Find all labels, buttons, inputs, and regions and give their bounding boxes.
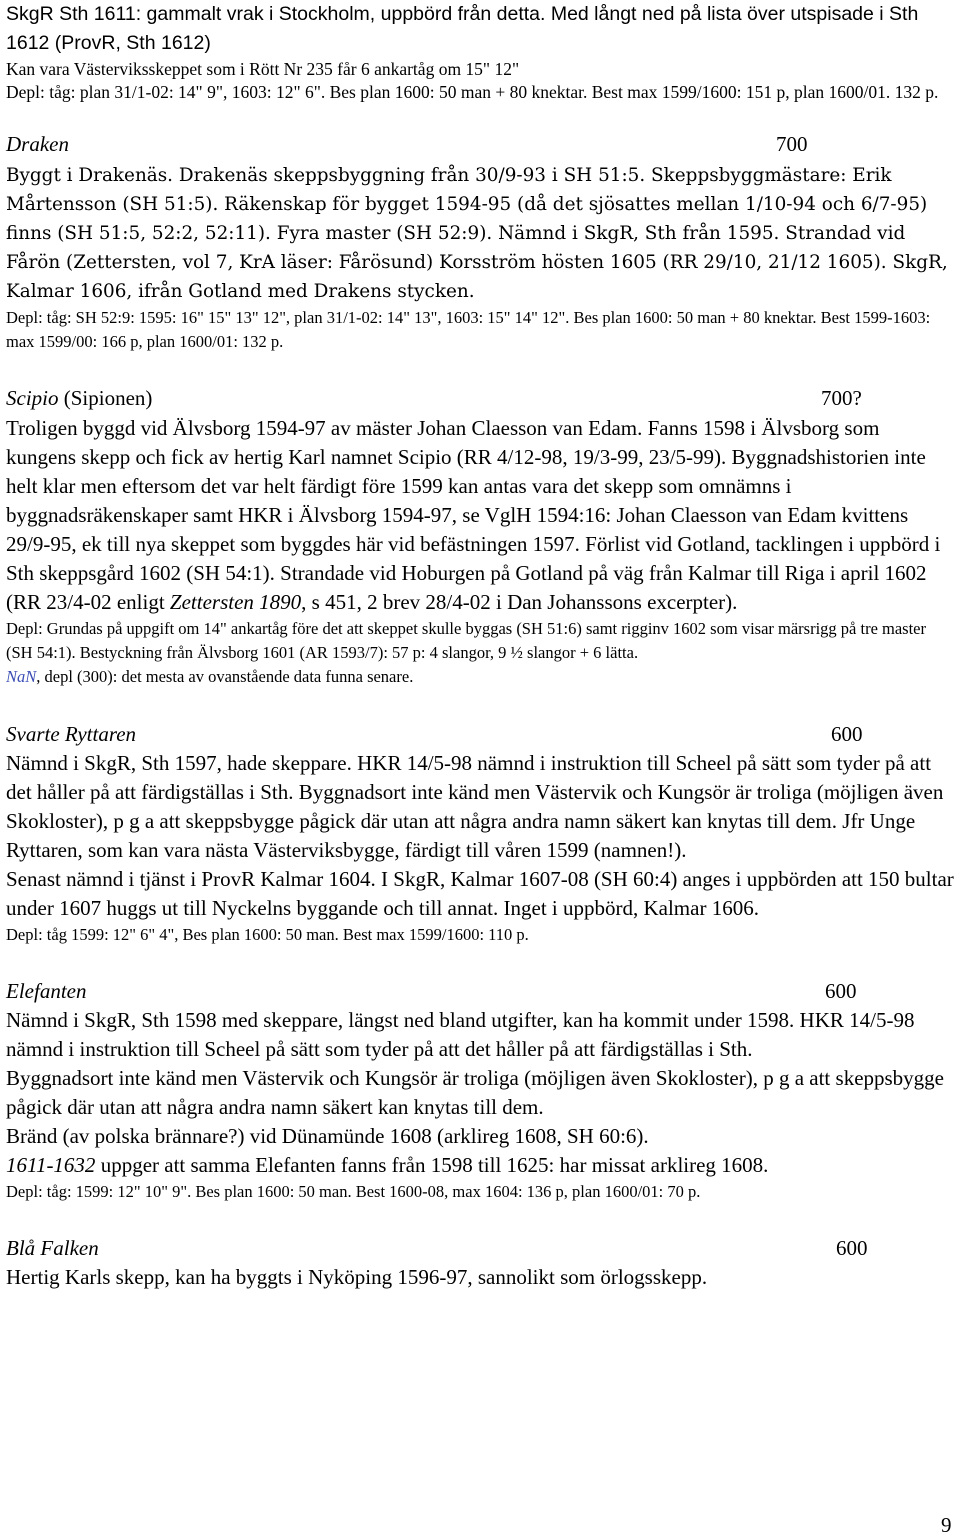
ship-number: 700	[821, 386, 853, 410]
elefanten-body-1: Nämnd i SkgR, Sth 1598 med skeppare, längst ned bland utgifter, kan ha kommit under 1598. HKR 14/5-98 nämnd i instruktion till Scheel på sätt som tyder på att det håller på att färdigställas i Sth.	[6, 1008, 915, 1061]
ship-number: 600	[836, 1236, 868, 1260]
scipio-body	[6, 414, 954, 617]
nan-text: , depl (300): det mesta av ovanstående data funna senare.	[36, 667, 414, 686]
ship-number: 600	[825, 979, 857, 1003]
elefanten-body-2: Byggnadsort inte känd men Västervik och Kungsör är troliga (möjligen även Skokloster), p g a att skeppsbygge pågick där utan att några andra namn säkert kan knytas till dem.	[6, 1066, 945, 1119]
entry-heading-draken	[6, 130, 954, 161]
elefanten-body-4-rest: uppger att samma Elefanten fanns från 1598 till 1625: har missat arklireg 1608.	[95, 1153, 769, 1177]
intro-depl: Depl: tåg: plan 31/1-02: 14" 9", 1603: 12" 6". Bes plan 1600: 50 man + 80 knektar. Best max 1599/1600: 151 p, plan 1600/01. 132 p.	[6, 82, 939, 102]
elefanten-depl: Depl: tåg: 1599: 12" 10" 9". Bes plan 1600: 50 man. Best 1600-08, max 1604: 136 p, plan 1600/01: 70 p.	[6, 1182, 701, 1201]
scipio-body-b: , s 451, 2 brev 28/4-02 i Dan Johanssons excerpter).	[301, 590, 738, 614]
document-page	[6, 0, 954, 1292]
entry-heading-svarte-ryttaren	[6, 720, 954, 749]
svarte-body-1: Nämnd i SkgR, Sth 1597, hade skeppare. HKR 14/5-98 nämnd i instruktion till Scheel på sätt som tyder på att det håller på att färdigställas i Sth. Byggnadsort inte känd men Västervik och Kungsör är troliga (möjligen även Skokloster), p g a att skeppsbygge pågick där utan att några andra namn säkert kan knytas till dem. Jfr Unge Ryttaren, som kan vara nästa Västerviksbygge, färdigt till våren 1599 (namnen!).	[6, 751, 944, 862]
ship-number: 600	[831, 722, 863, 746]
elefanten-body-4	[6, 1151, 954, 1180]
intro-line-2: Kan vara Västerviksskeppet som i Rött Nr 235 får 6 ankartåg om 15" 12"	[6, 59, 520, 79]
elefanten-body-3: Bränd (av polska brännare?) vid Dünamünde 1608 (arklireg 1608, SH 60:6).	[6, 1124, 649, 1148]
svarte-body-2: Senast nämnd i tjänst i ProvR Kalmar 1604. I SkgR, Kalmar 1607-08 (SH 60:4) anges i uppbörden att 150 bultar under 1607 huggs ut till Nyckelns byggande och till annat. Inget i uppbörd, Kalmar 1606.	[6, 867, 954, 920]
draken-body: Byggt i Drakenäs. Drakenäs skeppsbyggning från 30/9-93 i SH 51:5. Skeppsbyggmästare: Erik Mårtensson (SH 51:5). Räkenskap för bygget 1594-95 (då det sjösattes mellan 1/10-94 och 6/7-95) finns (SH 51:5, 52:2, 52:11). Fyra master (SH 52:9). Nämnd i SkgR, Sth från 1595. Strandad vid Fårön (Zettersten, vol 7, KrA läser: Fårösund) Korsström hösten 1605 (RR 29/10, 21/12 1605). SkgR, Kalmar 1606, ifrån Gotland med Drakens stycken.	[6, 165, 948, 302]
draken-depl: Depl: tåg: SH 52:9: 1595: 16" 15" 13" 12", plan 31/1-02: 14" 13", 1603: 15" 14" 12". Bes plan 1600: 50 man + 80 knektar. Best 1599-1603: max 1599/00: 166 p, plan 1600/01: 132 p.	[6, 308, 931, 351]
bla-falken-body: Hertig Karls skepp, kan ha byggts i Nyköping 1596-97, sannolikt som örlogsskepp.	[6, 1265, 708, 1289]
ship-number-suffix: ?	[852, 386, 862, 410]
nan-label: NaN	[6, 667, 37, 686]
svarte-depl: Depl: tåg 1599: 12" 6" 4", Bes plan 1600: 50 man. Best max 1599/1600: 110 p.	[6, 925, 529, 944]
ship-name: Blå Falken	[6, 1236, 99, 1260]
elefanten-period: 1611-1632	[6, 1153, 96, 1177]
entry-heading-bla-falken	[6, 1234, 954, 1263]
scipio-depl: Depl: Grundas på uppgift om 14" ankartåg före det att skeppet skulle byggas (SH 51:6) samt rigginv 1602 som visar märsrigg på tre master (SH 54:1). Bestyckning från Älvsborg 1601 (AR 1593/7): 57 p: 4 slangor, 9 ½ slangor + 6 lätta.	[6, 619, 926, 662]
page-number: 9	[941, 1513, 952, 1537]
scipio-nan-note	[6, 665, 954, 689]
ship-name: Draken	[6, 132, 69, 156]
ship-name: Elefanten	[6, 979, 87, 1003]
entry-heading-elefanten	[6, 977, 954, 1006]
ship-number: 700	[776, 132, 808, 156]
scipio-body-a: Troligen byggd vid Älvsborg 1594-97 av mäster Johan Claesson van Edam. Fanns 1598 i Älvsborg som kungens skepp och fick av hertig Karl namnet Scipio (RR 4/12-98, 19/3-99, 23/5-99). Byggnadshistorien inte helt klar men eftersom det var helt färdigt före 1599 kan antas vara det skepp som omnämns i byggnadsräkenskaper samt HKR i Älvsborg 1594-97, se VglH 1594:16: Johan Claesson van Edam kvittens 29/9-95, ek till nya skeppet som byggdes här vid befästningen 1597. Förlist vid Gotland, tacklingen i uppbörd i Sth skeppsgård 1602 (SH 54:1). Strandade vid Hoburgen på Gotland på väg från Kalmar till Riga i april 1602 (RR 23/4-02 enligt	[6, 416, 941, 614]
intro-line-1: SkgR Sth 1611: gammalt vrak i Stockholm, uppbörd från detta. Med långt ned på lista över utspisade i Sth 1612 (ProvR, Sth 1612)	[6, 3, 919, 54]
ship-alias: (Sipionen)	[58, 386, 153, 410]
scipio-citation: Zettersten 1890	[169, 590, 302, 614]
entry-heading-scipio	[6, 384, 954, 414]
ship-name: Svarte Ryttaren	[6, 722, 137, 746]
ship-name: Scipio	[6, 386, 59, 410]
